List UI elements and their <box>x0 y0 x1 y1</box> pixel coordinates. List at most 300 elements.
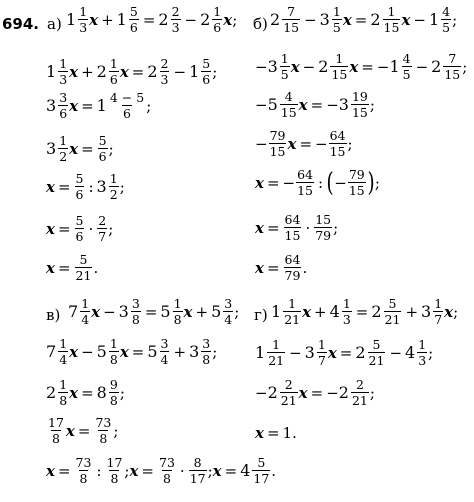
part-b-line-5 <box>255 168 380 197</box>
denominator: 7 <box>434 312 443 328</box>
numerator: 3 <box>160 336 169 351</box>
numerator: 64 <box>284 212 301 227</box>
fraction-body <box>97 214 107 243</box>
operator: = <box>266 173 280 192</box>
mixed-number <box>370 5 401 34</box>
part-v-line-4 <box>46 416 118 445</box>
whole-part: 2 <box>371 302 382 322</box>
whole-part: 1 <box>66 10 77 30</box>
fraction <box>74 456 94 485</box>
whole-part: 4 <box>240 461 251 481</box>
denominator: 5 <box>280 67 289 83</box>
denominator: 5 <box>402 67 411 83</box>
denominator: 21 <box>280 393 297 409</box>
denominator: 15 <box>283 20 300 36</box>
fraction <box>283 213 303 242</box>
operator: = <box>144 302 158 321</box>
whole-part: 5 <box>96 342 107 362</box>
variable: x <box>119 62 129 81</box>
denominator: 8 <box>59 393 68 409</box>
part-v-final-line <box>46 456 276 485</box>
part-g-line-4 <box>255 424 297 442</box>
whole-part: 3 <box>118 302 129 322</box>
text-symbol: ; <box>108 219 114 238</box>
variable: x <box>129 461 139 480</box>
text-symbol: − <box>255 383 268 402</box>
fraction-body <box>351 90 369 119</box>
denominator: 3 <box>160 72 169 88</box>
fraction-body <box>433 297 443 326</box>
variable: x <box>255 218 264 237</box>
operator: · <box>305 218 311 237</box>
mixed-number <box>200 5 223 34</box>
fraction <box>97 134 109 163</box>
part-b-line-7 <box>255 253 307 282</box>
denominator: 6 <box>109 72 118 88</box>
fraction-body <box>160 337 170 366</box>
variable: x <box>290 57 300 76</box>
numerator: 17 <box>48 415 64 430</box>
denominator: 15 <box>329 144 346 160</box>
numerator: 8 <box>193 455 202 470</box>
operator: = <box>81 96 94 115</box>
numerator: 1 <box>173 296 182 311</box>
text-symbol: − <box>315 134 328 153</box>
operator: − <box>81 342 94 361</box>
variable: x <box>65 421 75 440</box>
whole-part: 2 <box>338 383 349 403</box>
variable: x <box>212 461 222 480</box>
operator: = <box>81 139 94 158</box>
variable: x <box>255 424 264 442</box>
whole-part: 1 <box>271 302 282 322</box>
mixed-number <box>268 378 299 407</box>
operator: − <box>413 10 426 29</box>
numerator: 73 <box>75 455 92 470</box>
fraction <box>74 172 86 201</box>
numerator: 1 <box>387 4 396 19</box>
fraction-body <box>267 338 285 367</box>
variable: x <box>46 177 55 196</box>
denominator: 8 <box>99 431 108 447</box>
text-symbol: ; <box>462 57 468 76</box>
mixed-number <box>46 91 69 120</box>
variable: x <box>46 219 55 238</box>
mixed-number <box>46 57 69 86</box>
numerator: 5 <box>75 171 84 186</box>
variable: x <box>444 302 454 321</box>
operator: + <box>173 342 187 361</box>
denominator: 4 <box>160 352 169 368</box>
whole-part: 5 <box>211 302 222 322</box>
fraction <box>328 129 348 158</box>
mixed-number <box>268 90 299 119</box>
denominator: 6 <box>75 229 84 245</box>
fraction-body <box>109 172 119 201</box>
operator: = <box>57 177 71 196</box>
operator: − <box>304 10 317 29</box>
operator: : <box>318 173 324 192</box>
fraction-body <box>283 297 301 326</box>
numerator: 1 <box>109 56 118 71</box>
denominator: 8 <box>109 352 118 368</box>
numerator: 5 <box>372 337 381 352</box>
whole-part: 4 <box>405 343 416 363</box>
mixed-number <box>268 52 291 81</box>
whole-part: 2 <box>270 10 281 30</box>
whole-part: 3 <box>421 302 432 322</box>
mixed-number <box>270 5 301 34</box>
fraction-body <box>201 337 211 366</box>
numerator: 3 <box>202 336 211 351</box>
numerator: 3 <box>224 296 233 311</box>
whole-part: 8 <box>96 383 107 403</box>
whole-part: 5 <box>147 342 158 362</box>
numerator: 9 <box>109 377 118 392</box>
mixed-number <box>271 297 302 326</box>
denominator: 6 <box>202 72 211 88</box>
mixed-number <box>431 52 462 81</box>
operator: = <box>299 134 313 153</box>
denominator: 3 <box>79 20 88 36</box>
text-symbol: . <box>271 461 277 480</box>
text-symbol: . <box>93 258 99 277</box>
mixed-number <box>119 297 142 326</box>
whole-part: 3 <box>46 139 57 159</box>
text-symbol: − <box>255 95 268 114</box>
mixed-number <box>117 5 140 34</box>
denominator: 7 <box>98 229 107 245</box>
part-g-line-1 <box>271 297 458 326</box>
numerator: 5 <box>388 296 397 311</box>
numerator: 1 <box>109 336 118 351</box>
text-symbol: − <box>255 57 268 76</box>
part-b-label: б) <box>253 15 268 33</box>
whole-part: 2 <box>267 383 278 403</box>
denominator: 4 <box>81 312 90 328</box>
numerator: 64 <box>297 167 314 182</box>
part-a-line-7 <box>46 253 98 282</box>
denominator: 3 <box>59 72 68 88</box>
fraction <box>188 456 208 485</box>
fraction-body <box>173 297 183 326</box>
fraction-body <box>160 57 170 86</box>
fraction-body <box>94 416 112 445</box>
operator: = <box>57 258 71 277</box>
part-b-line-3 <box>255 90 375 119</box>
numerator: 4 <box>284 89 293 104</box>
mixed-number <box>211 297 234 326</box>
mixed-number <box>429 5 452 34</box>
denominator: 15 <box>284 228 301 244</box>
text-symbol: ; <box>146 96 152 115</box>
part-b-line-1 <box>270 5 457 34</box>
denominator: 3 <box>171 20 180 36</box>
mixed-number <box>46 134 69 163</box>
denominator: 3 <box>418 353 427 369</box>
parenthesis: ( <box>326 167 334 198</box>
variable: x <box>69 96 79 115</box>
denominator: 6 <box>129 20 138 36</box>
numerator: 79 <box>348 167 365 182</box>
mixed-number <box>97 337 120 366</box>
numerator: 1 <box>342 296 351 311</box>
denominator: 5 <box>442 20 451 36</box>
variable: x <box>287 134 297 153</box>
mixed-number <box>97 172 120 201</box>
text-symbol: − <box>334 173 347 192</box>
text-symbol: ; <box>369 95 375 114</box>
numerator: 1 <box>59 377 68 392</box>
operator: · <box>179 461 185 480</box>
text-symbol: ; <box>232 10 238 29</box>
numerator: 1 <box>59 336 68 351</box>
text-symbol: ; <box>453 302 459 321</box>
denominator: 15 <box>383 20 400 36</box>
whole-part: 1 <box>116 10 127 30</box>
fraction-body <box>280 90 298 119</box>
numerator: 17 <box>106 455 123 470</box>
numerator: 1 <box>59 56 68 71</box>
denominator: 79 <box>284 268 301 284</box>
whole-part: 2 <box>318 57 329 77</box>
whole-part: 7 <box>46 342 57 362</box>
variable: x <box>89 10 99 29</box>
fraction-body <box>402 52 412 81</box>
mixed-number <box>97 57 120 86</box>
text-symbol: ; <box>333 218 339 237</box>
fraction-body <box>109 337 119 366</box>
numerator: 1 <box>335 51 344 66</box>
variable: x <box>69 139 79 158</box>
whole-part: 1 <box>46 62 57 82</box>
numerator: 5 <box>75 213 84 228</box>
fraction-body <box>284 213 302 242</box>
numerator: 7 <box>448 51 457 66</box>
whole-part: 2 <box>96 62 107 82</box>
variable: x <box>46 258 55 277</box>
denominator: 6 <box>98 149 107 165</box>
text-symbol: ; <box>119 383 125 402</box>
text-symbol: ; <box>374 173 380 192</box>
text-symbol: ; <box>113 421 119 440</box>
mixed-number <box>97 378 120 407</box>
operator: + <box>101 10 114 29</box>
fraction <box>347 168 367 197</box>
text-symbol: ; <box>207 461 213 480</box>
operator: + <box>405 302 419 321</box>
numerator: 1 <box>272 337 281 352</box>
whole-part: 1 <box>428 10 440 30</box>
operator: − <box>415 57 429 76</box>
mixed-number <box>389 52 412 81</box>
text-symbol: − <box>282 173 296 192</box>
part-a-line-4 <box>46 134 114 163</box>
fraction-body <box>109 91 145 120</box>
operator: = <box>142 10 156 29</box>
text-symbol: − <box>255 134 268 153</box>
fraction-body <box>75 172 85 201</box>
numerator: 73 <box>95 415 112 430</box>
text-symbol: ; <box>369 383 375 402</box>
fraction-body <box>284 253 302 282</box>
denominator: 15 <box>269 144 286 160</box>
denominator: 15 <box>331 67 348 83</box>
text-symbol: ; <box>347 134 353 153</box>
denominator: 15 <box>444 67 461 83</box>
numerator: 64 <box>284 252 301 267</box>
variable: x <box>255 173 264 192</box>
operator: = <box>81 383 94 402</box>
part-v-line-3 <box>46 378 125 407</box>
mixed-number <box>355 338 386 367</box>
part-a-line-6 <box>46 214 113 243</box>
variable: x <box>46 461 55 480</box>
variable: x <box>342 10 352 29</box>
fraction-body <box>47 416 65 445</box>
variable: x <box>401 10 411 29</box>
part-v-line-1 <box>68 297 239 326</box>
fraction-body <box>280 378 298 407</box>
variable: x <box>69 383 79 402</box>
numerator: 1 <box>317 337 326 352</box>
fraction <box>96 214 108 243</box>
denominator: 2 <box>59 149 68 165</box>
parenthesis: ) <box>367 167 375 198</box>
part-v-label: в) <box>46 306 61 324</box>
fraction-body <box>368 338 386 367</box>
numerator: 1 <box>109 171 118 186</box>
fraction-body <box>75 456 93 485</box>
operator: = <box>339 343 353 362</box>
operator: − <box>389 343 403 362</box>
whole-part: 5 <box>160 302 171 322</box>
operator: − <box>302 57 316 76</box>
numerator: 2 <box>284 377 293 392</box>
numerator: 3 <box>131 296 140 311</box>
operator: + <box>314 302 327 321</box>
operator: − <box>184 10 198 29</box>
numerator: 4 <box>402 51 411 66</box>
text-symbol: ; <box>428 343 434 362</box>
denominator: 21 <box>268 353 285 369</box>
mixed-number <box>158 5 181 34</box>
fraction-body <box>58 134 68 163</box>
numerator: 4 <box>442 4 451 19</box>
part-g-line-3 <box>255 378 375 407</box>
part-g-line-2 <box>255 338 433 367</box>
numerator: 1 <box>332 4 341 19</box>
denominator: 6 <box>123 106 131 122</box>
fraction <box>295 168 315 197</box>
fraction-body <box>330 52 348 81</box>
numerator: 5 <box>257 455 266 470</box>
whole-part: 3 <box>96 177 107 197</box>
fraction-body <box>212 5 222 34</box>
mixed-number <box>371 297 402 326</box>
denominator: 17 <box>253 471 270 487</box>
denominator: 8 <box>131 312 140 328</box>
mixed-number <box>160 297 183 326</box>
variable: x <box>298 95 308 114</box>
denominator: 15 <box>351 105 368 121</box>
variable: x <box>302 302 312 321</box>
text-symbol: ; <box>108 139 114 158</box>
fraction-body <box>417 338 427 367</box>
operator: + <box>195 302 209 321</box>
fraction <box>93 416 113 445</box>
operator: = <box>57 461 71 480</box>
whole-part: 3 <box>319 10 330 30</box>
numerator: 5 <box>98 133 107 148</box>
text-symbol: 1. <box>282 424 297 442</box>
part-b-line-4 <box>255 129 353 158</box>
fraction-body <box>109 378 119 407</box>
operator: = <box>310 383 324 402</box>
operator: : <box>96 461 102 480</box>
numerator: 2 <box>98 213 107 228</box>
denominator: 7 <box>317 353 326 369</box>
denominator: 8 <box>202 352 211 368</box>
fraction-body <box>269 129 287 158</box>
operator: = <box>77 421 91 440</box>
mixed-number <box>305 338 328 367</box>
variable: x <box>298 383 308 402</box>
denominator: 15 <box>280 105 297 121</box>
denominator: 2 <box>109 187 118 203</box>
part-a-line-1 <box>66 5 237 34</box>
mixed-number <box>97 91 147 120</box>
operator: · <box>88 219 94 238</box>
denominator: 15 <box>297 183 314 199</box>
text-symbol: ; <box>124 461 130 480</box>
mixed-number <box>189 57 212 86</box>
fraction-body <box>75 214 85 243</box>
mixed-number <box>318 52 349 81</box>
numerator: 2 <box>171 4 180 19</box>
mixed-number <box>46 378 69 407</box>
fraction-body <box>58 91 68 120</box>
operator: + <box>81 62 94 81</box>
text-symbol: ; <box>119 177 125 196</box>
denominator: 15 <box>348 183 365 199</box>
whole-part: 1 <box>189 62 200 82</box>
fraction-body <box>282 5 300 34</box>
fraction-body <box>384 297 402 326</box>
mixed-number <box>189 337 212 366</box>
operator: = <box>354 10 368 29</box>
denominator: 8 <box>79 471 88 487</box>
variable: x <box>69 342 79 361</box>
part-a-line-2 <box>46 57 217 86</box>
fraction-body <box>189 456 207 485</box>
part-a-line-3 <box>46 91 151 120</box>
variable: x <box>69 62 79 81</box>
denominator: 6 <box>59 106 68 122</box>
denominator: 21 <box>368 353 385 369</box>
fraction-body <box>129 5 139 34</box>
fraction-body <box>314 213 332 242</box>
variable: x <box>119 342 129 361</box>
variable: x <box>349 57 359 76</box>
fraction-body <box>106 456 124 485</box>
fraction-body <box>58 378 68 407</box>
operator: = <box>131 342 145 361</box>
denominator: 21 <box>75 268 92 284</box>
fraction-body <box>332 5 342 34</box>
variable: x <box>91 302 101 321</box>
numerator: 1 <box>280 51 289 66</box>
